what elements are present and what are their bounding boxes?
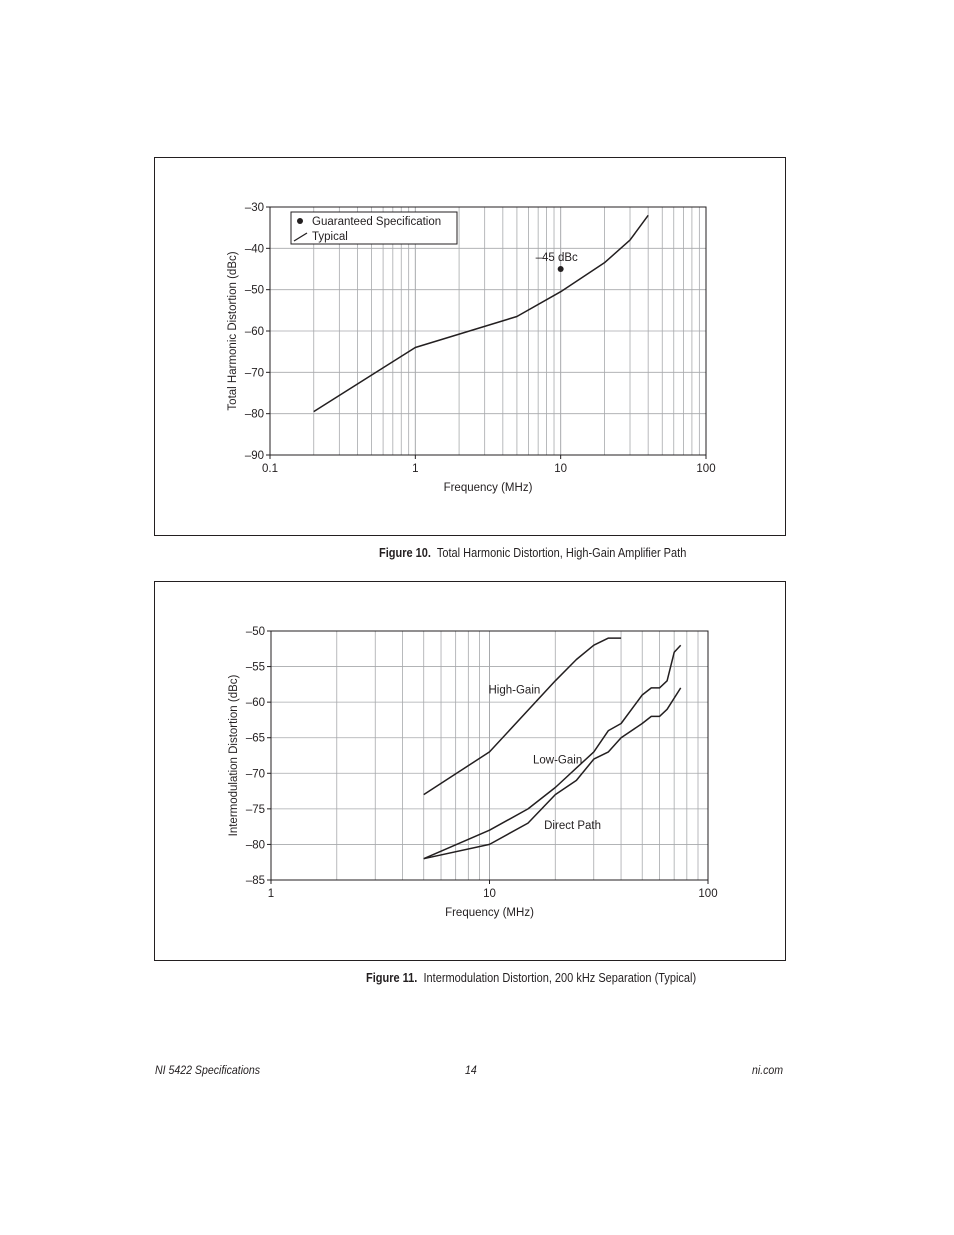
figure-11-label: Figure 11. — [366, 971, 418, 985]
figure-10-caption — [379, 546, 686, 560]
series-label: Low-Gain — [533, 754, 583, 767]
series-line-high-gain — [424, 638, 621, 795]
y-tick-label: –30 — [244, 202, 264, 214]
x-tick-label: 100 — [698, 888, 718, 900]
y-tick-label: –40 — [244, 243, 264, 256]
y-tick-label: –85 — [245, 875, 265, 887]
x-tick-label: 0.1 — [262, 463, 278, 475]
figure-11-caption — [366, 971, 696, 985]
y-axis-label: Total Harmonic Distortion (dBc) — [227, 251, 239, 411]
thd-chart — [155, 158, 787, 537]
x-tick-label: 100 — [696, 463, 716, 475]
y-tick-label: –70 — [245, 768, 265, 781]
guaranteed-spec-label: –45 dBc — [535, 252, 578, 264]
series-label: High-Gain — [488, 684, 541, 697]
legend-entry-guaranteed: Guaranteed Specification — [312, 216, 442, 228]
footer-page-number: 14 — [465, 1063, 477, 1077]
y-tick-label: –50 — [245, 626, 265, 638]
figure-10-frame — [154, 157, 786, 536]
y-tick-label: –60 — [245, 697, 265, 710]
grid-lines — [271, 631, 708, 880]
x-tick-label: 10 — [483, 888, 496, 900]
x-tick-label: 1 — [412, 463, 419, 475]
x-axis-label: Frequency (MHz) — [445, 907, 534, 919]
chart-legend — [291, 212, 457, 244]
y-tick-label: –80 — [245, 839, 265, 852]
footer-document-title: NI 5422 Specifications — [155, 1063, 261, 1077]
figure-11-text: Intermodulation Distortion, 200 kHz Separation (Typical) — [423, 971, 697, 985]
legend-dot-marker — [297, 218, 303, 224]
y-tick-label: –80 — [244, 408, 264, 421]
x-tick-label: 10 — [554, 463, 568, 475]
x-axis-label: Frequency (MHz) — [443, 482, 533, 494]
y-tick-label: –60 — [244, 326, 264, 338]
figure-10-label: Figure 10. — [379, 546, 431, 560]
series-line-typical — [314, 215, 649, 411]
y-tick-label: –65 — [245, 732, 265, 745]
legend-entry-typical: Typical — [312, 231, 348, 243]
y-axis-label: Intermodulation Distortion (dBc) — [228, 674, 240, 837]
x-tick-label: 1 — [267, 888, 275, 900]
y-tick-label: –90 — [244, 450, 264, 462]
figure-10-text: Total Harmonic Distortion, High-Gain Amplifier Path — [436, 546, 687, 560]
y-tick-label: –75 — [245, 803, 265, 816]
series-label: Direct Path — [544, 819, 602, 832]
figure-11-frame — [154, 581, 786, 961]
guaranteed-spec-point — [558, 266, 564, 272]
y-tick-label: –55 — [245, 661, 265, 674]
footer-website-link[interactable]: ni.com — [752, 1063, 784, 1077]
imd-chart — [155, 582, 787, 962]
y-tick-label: –70 — [244, 367, 264, 380]
y-tick-label: –50 — [244, 284, 264, 297]
